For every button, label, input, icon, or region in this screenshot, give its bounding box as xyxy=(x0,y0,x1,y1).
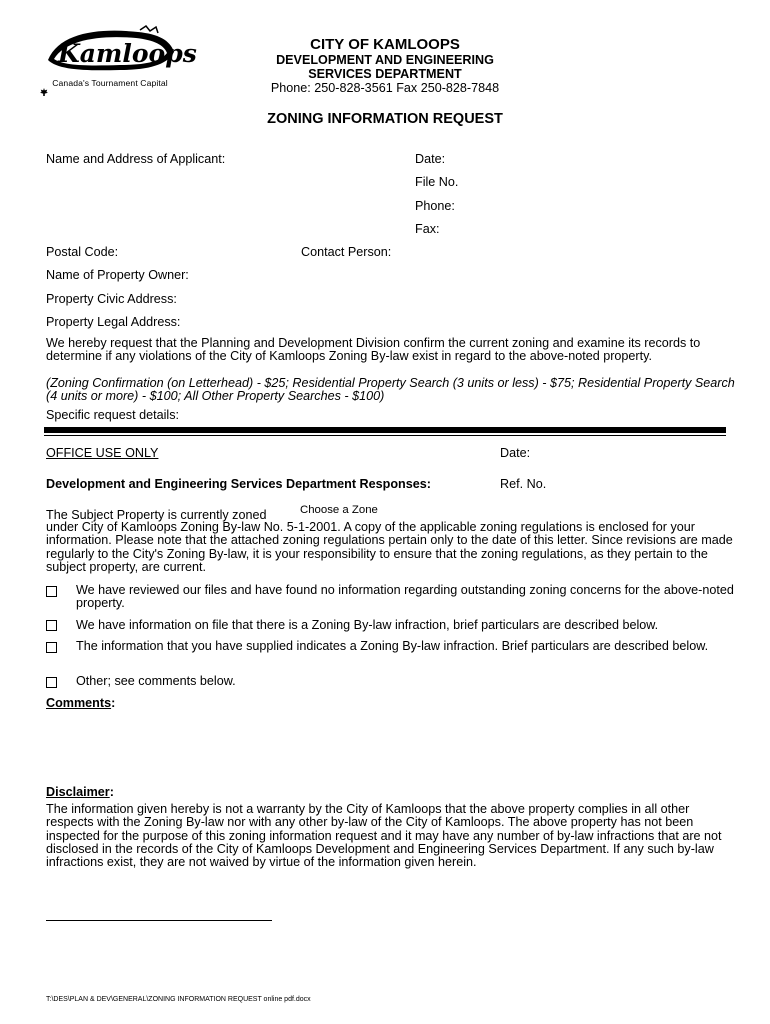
disclaimer-text: The information given hereby is not a warranty by the City of Kamloops that the above property complies in all other respects with the Zoning By-law nor with any other by-law of the City of Kamloops. The above property has not been inspected for the purpose of this zoning information request and it may have any number of by-law infractions that are not disclosed in the records of the City of Kamloops Development and Engineering Services Department. If any such by-law infractions exist, they are not waived by virtue of the information given herein. xyxy=(46,802,722,870)
comments-heading xyxy=(46,696,115,710)
logo-tagline: Canada's Tournament Capital xyxy=(40,78,180,96)
specific-request-label: Specific request details: xyxy=(46,408,180,422)
option-no-concerns-label: We have reviewed our files and have found no information regarding outstanding zoning concerns for the above-noted property. xyxy=(76,583,734,611)
zone-select-dropdown[interactable]: Choose a Zone xyxy=(300,504,378,516)
disclaimer-heading-text: Disclaimer xyxy=(46,785,110,799)
signature-line xyxy=(46,920,272,921)
property-owner-label: Name of Property Owner: xyxy=(46,268,189,282)
city-name: CITY OF KAMLOOPS xyxy=(310,36,460,53)
option-no-concerns-checkbox[interactable] xyxy=(46,586,57,597)
option-other-checkbox[interactable] xyxy=(46,677,57,688)
date-label: Date: xyxy=(415,152,446,166)
document-file-path: T:\DES\PLAN & DEV\GENERAL\ZONING INFORMATION REQUEST online pdf.docx xyxy=(46,996,311,1003)
legal-address-label: Property Legal Address: xyxy=(46,315,181,329)
logo-wordmark: Kamloops xyxy=(58,39,197,68)
option-infraction-on-file-checkbox[interactable] xyxy=(46,620,57,631)
disclaimer-heading xyxy=(46,785,114,799)
civic-address-label: Property Civic Address: xyxy=(46,292,177,306)
contact-phone-fax: Phone: 250-828-3561 Fax 250-828-7848 xyxy=(270,81,500,95)
disclaimer-heading-colon: : xyxy=(109,785,114,799)
zoned-prefix-text: The Subject Property is currently zoned xyxy=(46,508,267,522)
kamloops-wordmark-graphic xyxy=(40,26,197,78)
phone-label: Phone: xyxy=(415,199,455,213)
fax-label: Fax: xyxy=(415,222,440,236)
office-use-only-label: OFFICE USE ONLY xyxy=(46,446,159,460)
contact-person-label: Contact Person: xyxy=(301,245,392,259)
file-no-label: File No. xyxy=(415,175,459,189)
section-divider-thick xyxy=(44,427,726,433)
fee-schedule: (Zoning Confirmation (on Letterhead) - $25; Residential Property Search (3 units or less) - $75; Residential Property Search (4 units or more) - $100; All Other Property Searches - $100) xyxy=(46,376,735,404)
comments-heading-text: Comments xyxy=(46,696,112,710)
option-infraction-on-file-label: We have information on file that there is a Zoning By-law infraction, brief particulars are described below. xyxy=(76,618,659,632)
kamloops-logo xyxy=(40,26,197,92)
zoning-regulations-paragraph: under City of Kamloops Zoning By-law No. 5-1-2001. A copy of the applicable zoning regulations is enclosed for your information. Please note that the attached zoning regulations pertain only to the date of this letter. Since revisions are made regularly to the City's Zoning By-law, it is your responsibility to ensure that the zoning regulations, as they pertain to the subject property, are current. xyxy=(46,520,733,574)
option-supplied-infraction-checkbox[interactable] xyxy=(46,642,57,653)
form-title: ZONING INFORMATION REQUEST xyxy=(267,111,503,127)
ref-no-label: Ref. No. xyxy=(500,477,547,491)
office-date-label: Date: xyxy=(500,446,531,460)
department-line-2: SERVICES DEPARTMENT xyxy=(308,67,462,81)
postal-code-label: Postal Code: xyxy=(46,245,119,259)
maple-leaf-icon xyxy=(40,88,48,96)
option-other-label: Other; see comments below. xyxy=(76,674,236,688)
applicant-name-address-label: Name and Address of Applicant: xyxy=(46,152,226,166)
section-divider-thin xyxy=(44,435,726,436)
comments-heading-colon: : xyxy=(111,696,116,710)
department-responses-label: Development and Engineering Services Department Responses: xyxy=(46,477,431,491)
option-supplied-infraction-label: The information that you have supplied indicates a Zoning By-law infraction. Brief particulars are described below. xyxy=(76,639,709,653)
request-paragraph: We hereby request that the Planning and Development Division confirm the current zoning and examine its records to determine if any violations of the City of Kamloops Zoning By-law exist in regard to the above-noted property. xyxy=(46,336,701,364)
department-line-1: DEVELOPMENT AND ENGINEERING xyxy=(276,53,494,67)
